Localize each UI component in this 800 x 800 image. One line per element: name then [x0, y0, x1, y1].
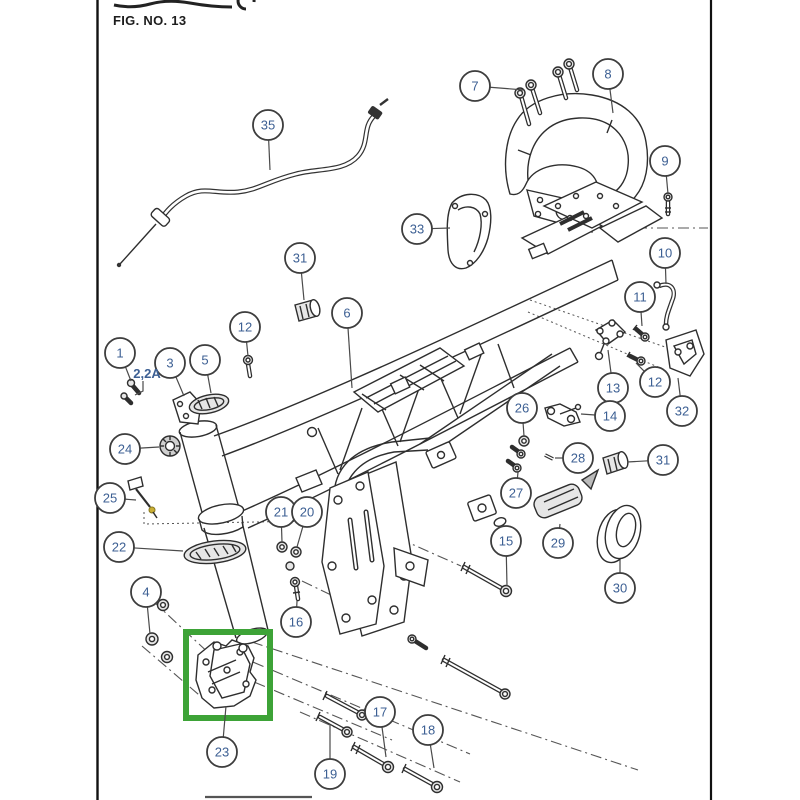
- callout-21-number: 21: [273, 504, 289, 520]
- callout-30[interactable]: [605, 560, 635, 603]
- callout-23-leader: [223, 706, 226, 737]
- ring-30-art: [592, 502, 646, 567]
- bolt-9-art: [664, 193, 672, 214]
- pad-22-art: [183, 537, 247, 566]
- callout-12-leader: [247, 342, 248, 356]
- callout-10[interactable]: [650, 238, 680, 284]
- callout-28-number: 28: [570, 450, 586, 466]
- linkage-14-art: [545, 404, 581, 426]
- callout-4-number: 4: [142, 584, 150, 600]
- callout-32-number: 32: [674, 403, 690, 419]
- nut-20-art: [286, 547, 301, 570]
- nut-21-art: [277, 542, 287, 552]
- callout-27[interactable]: [501, 472, 531, 508]
- callout-35[interactable]: [253, 110, 283, 170]
- callout-14[interactable]: [581, 401, 625, 431]
- bolts-17-18-19-art: [316, 635, 510, 793]
- bracket-23-art: [196, 640, 256, 708]
- callout-13-leader: [608, 350, 611, 373]
- callout-32[interactable]: [667, 378, 697, 426]
- callout-26[interactable]: [507, 393, 537, 436]
- callout-6[interactable]: [332, 298, 362, 388]
- callout-30-number: 30: [612, 580, 628, 596]
- callout-17[interactable]: [365, 697, 395, 757]
- callout-15-number: 15: [498, 533, 514, 549]
- callout-1[interactable]: [105, 338, 135, 381]
- washer-24-art: [160, 436, 180, 456]
- callout-27-leader: [517, 472, 518, 478]
- callout-3-leader: [176, 377, 184, 396]
- callout-17-leader: [382, 727, 386, 757]
- callout-5[interactable]: [190, 345, 220, 393]
- callout-16-number: 16: [288, 614, 304, 630]
- callout-33-number: 33: [409, 221, 425, 237]
- bolt-15-art: [461, 562, 512, 597]
- callout-12-number: 12: [647, 374, 663, 390]
- callout-21-leader: [281, 527, 282, 542]
- callout-1-number: 1: [116, 345, 124, 361]
- callout-31[interactable]: [627, 445, 678, 475]
- callout-14-leader: [581, 414, 595, 415]
- callout-31-number: 31: [655, 452, 671, 468]
- callout-6-leader: [348, 328, 352, 388]
- callout-20[interactable]: [292, 497, 322, 547]
- cap-31-right-art: [603, 451, 630, 474]
- callout-12[interactable]: [636, 363, 670, 397]
- bracket-32-art: [666, 330, 704, 376]
- callout-4-leader: [147, 607, 150, 634]
- callout-33[interactable]: [402, 214, 450, 244]
- callout-25-number: 25: [102, 490, 118, 506]
- callout-8-number: 8: [604, 66, 612, 82]
- pin-28-art: [545, 455, 553, 459]
- callout-12[interactable]: [230, 312, 260, 356]
- callout-29-number: 29: [550, 535, 566, 551]
- brand-logo-cutoff: [114, 0, 254, 9]
- bolt-2a-art: [121, 393, 131, 403]
- bracket-13-art: [596, 320, 626, 360]
- callout-25-leader: [125, 499, 136, 500]
- callout-21[interactable]: [266, 497, 296, 542]
- callout-22-leader: [134, 548, 183, 551]
- callout-17-number: 17: [372, 704, 388, 720]
- callout-7-number: 7: [471, 78, 479, 94]
- callout-5-number: 5: [201, 352, 209, 368]
- callout-10-number: 10: [657, 245, 673, 261]
- callout-1-leader: [125, 367, 131, 381]
- callout-14-number: 14: [602, 408, 618, 424]
- callout-20-number: 20: [299, 504, 315, 520]
- callout-11[interactable]: [625, 282, 655, 326]
- callout-18-number: 18: [420, 722, 436, 738]
- callout-28[interactable]: [555, 443, 593, 473]
- callout-31-leader: [627, 461, 648, 462]
- callout-26-number: 26: [514, 400, 530, 416]
- callout-24-number: 24: [117, 441, 133, 457]
- callout-23-number: 23: [214, 744, 230, 760]
- callout-31-leader: [301, 273, 304, 300]
- figure-number-label: FIG. NO. 13: [113, 13, 187, 28]
- bolt-1-art: [128, 380, 140, 394]
- callout-5-leader: [208, 375, 211, 393]
- hook-10-art: [654, 282, 674, 330]
- callout-15[interactable]: [491, 526, 521, 586]
- callout-4[interactable]: [131, 577, 161, 634]
- callout-19-number: 19: [322, 766, 338, 782]
- sleeve-29-art: [532, 470, 598, 520]
- label-layer: [133, 366, 161, 381]
- callout-31[interactable]: [285, 243, 315, 300]
- callout-11-number: 11: [633, 289, 647, 305]
- callout-20-leader: [297, 526, 303, 547]
- cover-33-art: [447, 194, 491, 268]
- callout-9-leader: [666, 176, 668, 194]
- callout-19[interactable]: [315, 724, 345, 789]
- nut-26-art: [519, 436, 529, 446]
- callout-35-leader: [269, 140, 270, 170]
- callout-22-number: 22: [111, 539, 127, 555]
- callout-16[interactable]: [281, 601, 311, 637]
- bolt-12-left-art: [244, 356, 253, 377]
- callout-35-number: 35: [260, 117, 276, 133]
- callout-13-number: 13: [605, 380, 621, 396]
- callout-12-number: 12: [237, 319, 253, 335]
- callout-18-leader: [430, 745, 434, 768]
- callout-22[interactable]: [104, 532, 183, 562]
- callout-26-leader: [523, 423, 524, 436]
- callout-32-leader: [678, 378, 680, 396]
- callout-18[interactable]: [413, 715, 443, 768]
- callout-7[interactable]: [460, 71, 524, 101]
- callout-6-number: 6: [343, 305, 351, 321]
- callout-27-number: 27: [508, 485, 524, 501]
- callout-9-number: 9: [661, 153, 669, 169]
- callout-24[interactable]: [110, 434, 159, 464]
- callout-29[interactable]: [543, 524, 573, 558]
- callout-24-leader: [140, 447, 159, 448]
- cap-31-left-art: [295, 299, 322, 321]
- callout-9[interactable]: [650, 146, 680, 194]
- callout-11-leader: [641, 312, 642, 326]
- callout-31-number: 31: [292, 250, 308, 266]
- cap-5-art: [188, 391, 231, 417]
- bolt-11-art: [633, 325, 649, 341]
- callout-10-leader: [665, 268, 666, 284]
- rod-25-art: [128, 477, 157, 518]
- label-2-2a: 2,2A: [133, 366, 161, 381]
- callout-33-leader: [432, 228, 450, 229]
- callout-3-number: 3: [166, 355, 174, 371]
- bolts-27-art: [508, 447, 525, 472]
- bolt-16-art: [291, 578, 301, 600]
- callout-15-leader: [506, 556, 507, 586]
